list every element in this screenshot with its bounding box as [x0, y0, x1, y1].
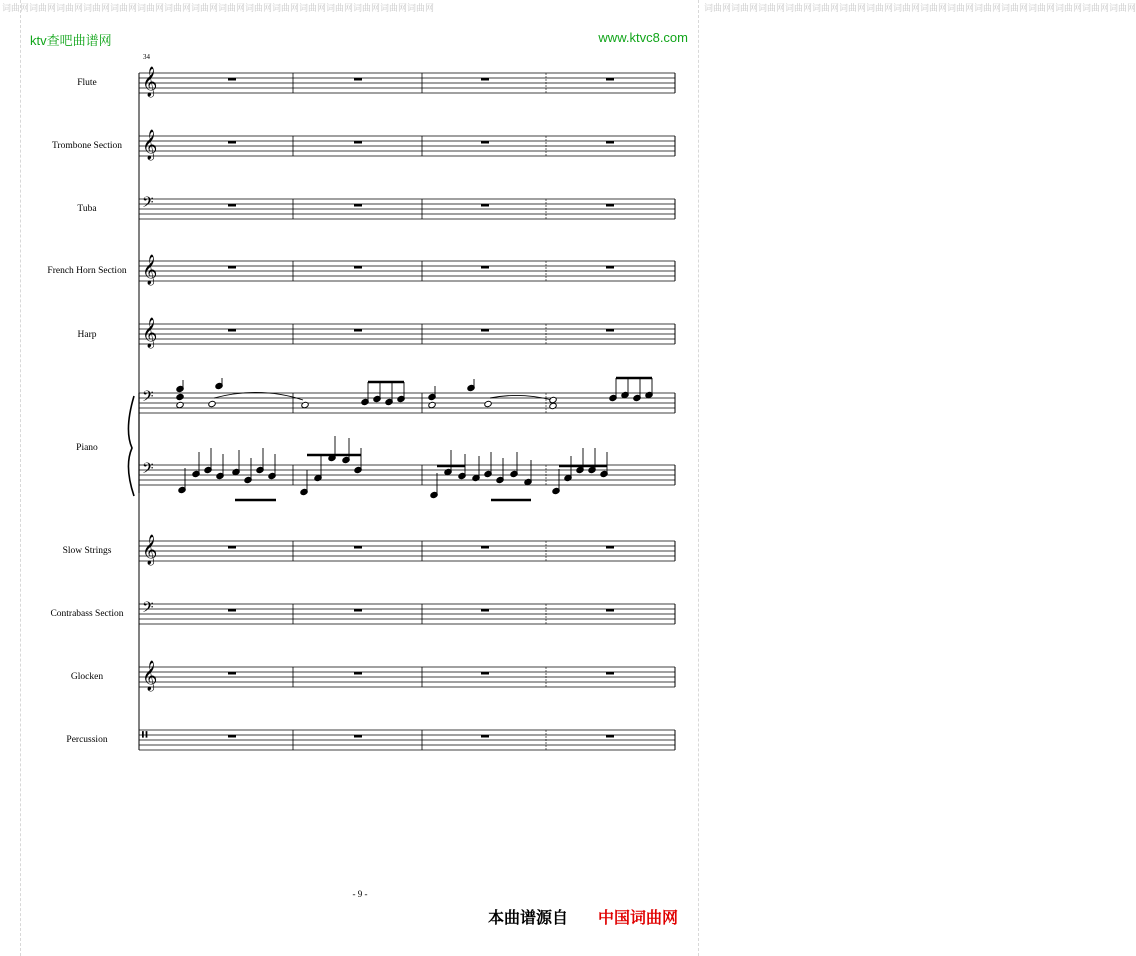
clef-treble: 𝄞 [142, 255, 158, 285]
clef-bass: 𝄢 [142, 388, 154, 409]
label-percussion: Percussion [66, 735, 108, 745]
note [176, 401, 184, 408]
whole-rest [481, 329, 489, 332]
whole-rest [481, 735, 489, 738]
whole-rest [228, 609, 236, 612]
left-watermark: 词曲网词曲网词曲网词曲网词曲网词曲网词曲网词曲网词曲网词曲网词曲网词曲网词曲网词曲网词曲网词曲网 [2, 4, 435, 14]
whole-rest [606, 266, 614, 269]
whole-rest [354, 609, 362, 612]
whole-rest [354, 78, 362, 81]
label-trombone: Trombone Section [51, 141, 123, 151]
whole-rest [354, 546, 362, 549]
header-site-name: ktv查吧曲谱网 [30, 33, 112, 48]
whole-rest [228, 672, 236, 675]
clef-treble: 𝄞 [142, 130, 158, 160]
tie [214, 392, 303, 400]
whole-rest [606, 329, 614, 332]
label-contrabass: Contrabass Section [50, 609, 124, 619]
whole-rest [481, 546, 489, 549]
right-watermark: 词曲网词曲网词曲网词曲网词曲网词曲网词曲网词曲网词曲网词曲网词曲网词曲网词曲网词曲网词曲网词曲网 [704, 4, 1136, 14]
label-flute: Flute [77, 78, 97, 88]
whole-rest [354, 266, 362, 269]
whole-rest [606, 204, 614, 207]
whole-rest [481, 204, 489, 207]
clef-percussion: 𝄥 [142, 725, 148, 746]
footer-source-label: 本曲谱源自 [488, 908, 569, 927]
whole-rest [228, 141, 236, 144]
whole-rest [354, 735, 362, 738]
whole-rest [606, 672, 614, 675]
footer-site-name: 中国词曲网 [598, 908, 679, 927]
label-piano: Piano [76, 443, 98, 453]
clef-bass: 𝄢 [142, 194, 154, 215]
whole-rest [228, 329, 236, 332]
note [549, 402, 557, 409]
whole-rest [354, 141, 362, 144]
whole-rest [606, 141, 614, 144]
whole-rest [481, 266, 489, 269]
whole-rest [228, 204, 236, 207]
whole-rest [481, 78, 489, 81]
note [549, 396, 557, 403]
whole-rest [354, 329, 362, 332]
whole-rest [606, 546, 614, 549]
whole-rest [481, 672, 489, 675]
whole-rest [606, 609, 614, 612]
page-number: - 9 - [352, 889, 368, 899]
label-glocken: Glocken [70, 672, 104, 682]
label-tuba: Tuba [77, 204, 97, 214]
whole-rest [228, 78, 236, 81]
clef-bass: 𝄢 [142, 460, 154, 481]
whole-rest [228, 546, 236, 549]
clef-bass: 𝄢 [142, 599, 154, 620]
note [428, 401, 436, 408]
header-site-url: www.ktvc8.com [598, 30, 688, 45]
label-slow-strings: Slow Strings [62, 546, 112, 556]
note [484, 400, 492, 407]
clef-treble: 𝄞 [142, 318, 158, 348]
whole-rest [354, 204, 362, 207]
whole-rest [606, 78, 614, 81]
note [301, 401, 309, 408]
label-harp: Harp [77, 330, 97, 340]
whole-rest [481, 141, 489, 144]
whole-rest [606, 735, 614, 738]
whole-rest [354, 672, 362, 675]
clef-treble: 𝄞 [142, 661, 158, 691]
whole-rest [228, 266, 236, 269]
label-french-horn: French Horn Section [47, 266, 127, 276]
note [208, 400, 216, 407]
clef-treble: 𝄞 [142, 535, 158, 565]
measure-number: 34 [143, 53, 150, 61]
clef-treble: 𝄞 [142, 67, 158, 97]
note [176, 393, 184, 400]
whole-rest [481, 609, 489, 612]
whole-rest [228, 735, 236, 738]
